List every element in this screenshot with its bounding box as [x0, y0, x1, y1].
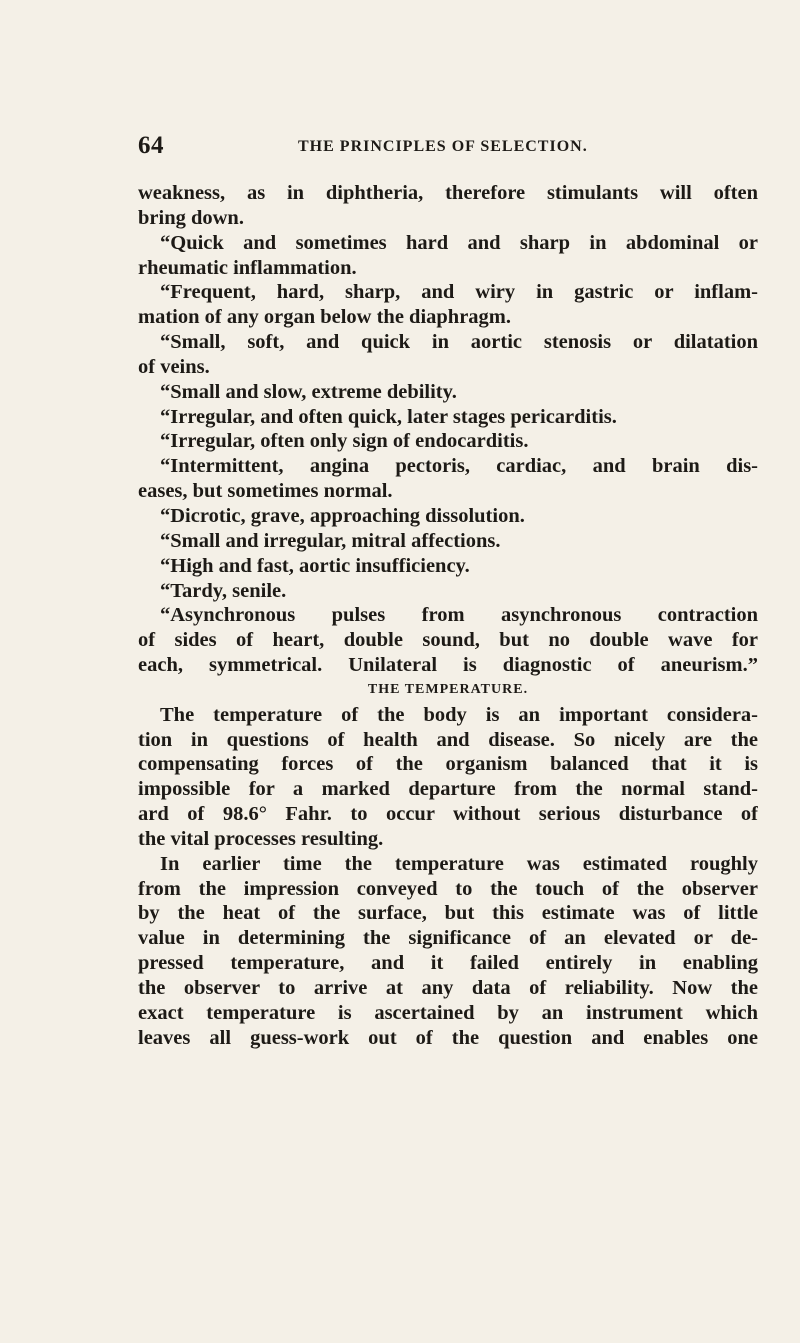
text-line: weakness, as in diphtheria, therefore stimulants will often	[138, 182, 758, 204]
page-number: 64	[138, 132, 164, 159]
text-line: “High and fast, aortic insufficiency.	[160, 554, 470, 577]
text-line: “Asynchronous pulses from asynchronous contraction	[160, 604, 758, 627]
text-line: the observer to arrive at any data of reliability. Now the	[138, 977, 758, 999]
text-line: “Small and irregular, mitral affections.	[160, 529, 501, 552]
text-line: The temperature of the body is an important considera-	[160, 703, 758, 726]
text-line: exact temperature is ascertained by an instrument which	[138, 1001, 758, 1024]
text-line: each, symmetrical. Unilateral is diagnostic of aneurism.”	[138, 654, 758, 677]
text-line: “Frequent, hard, sharp, and wiry in gastric or inflam-	[160, 281, 758, 304]
text-line: the vital processes resulting.	[138, 827, 384, 850]
text-line: “Tardy, senile.	[160, 579, 287, 602]
text-line: “Irregular, often only sign of endocarditis.	[160, 430, 529, 453]
text-line: In earlier time the temperature was estimated roughly	[160, 852, 758, 875]
text-line: mation of any organ below the diaphragm.	[138, 306, 512, 329]
text-line: impossible for a marked departure from the normal stand-	[138, 778, 758, 801]
text-line: ard of 98.6° Fahr. to occur without serious disturbance of	[138, 803, 758, 826]
running-title: THE PRINCIPLES OF SELECTION.	[298, 138, 588, 155]
text-line: “Irregular, and often quick, later stages pericarditis.	[160, 405, 617, 428]
text-line: value in determining the significance of an elevated or de-	[138, 927, 758, 950]
text-line: “Small, soft, and quick in aortic stenosis or dilatation	[160, 331, 758, 354]
text-line: compensating forces of the organism balanced that it is	[138, 753, 758, 776]
text-line: pressed temperature, and it failed entirely in enabling	[138, 952, 758, 975]
text-line: “Quick and sometimes hard and sharp in abdominal or	[160, 231, 758, 254]
text-line: leaves all guess-work out of the question and enables one	[138, 1026, 758, 1049]
text-line: “Small and slow, extreme debility.	[160, 380, 457, 403]
text-line: of veins.	[138, 355, 210, 378]
text-line: “Intermittent, angina pectoris, cardiac, and brain dis-	[160, 455, 758, 478]
text-line: of sides of heart, double sound, but no double wave for	[138, 629, 758, 652]
section-heading: THE TEMPERATURE.	[367, 681, 529, 697]
text-line: “Dicrotic, grave, approaching dissolution.	[160, 504, 525, 527]
text-line: tion in questions of health and disease. So nicely are the	[138, 728, 758, 751]
text-line: eases, but sometimes normal.	[138, 480, 393, 503]
body-text	[138, 181, 758, 1051]
text-line: bring down.	[138, 206, 244, 229]
running-head	[138, 132, 758, 160]
text-line: rheumatic inflammation.	[138, 256, 357, 279]
text-line: from the impression conveyed to the touch of the observer	[138, 877, 758, 900]
text-line: by the heat of the surface, but this estimate was of little	[138, 902, 758, 925]
